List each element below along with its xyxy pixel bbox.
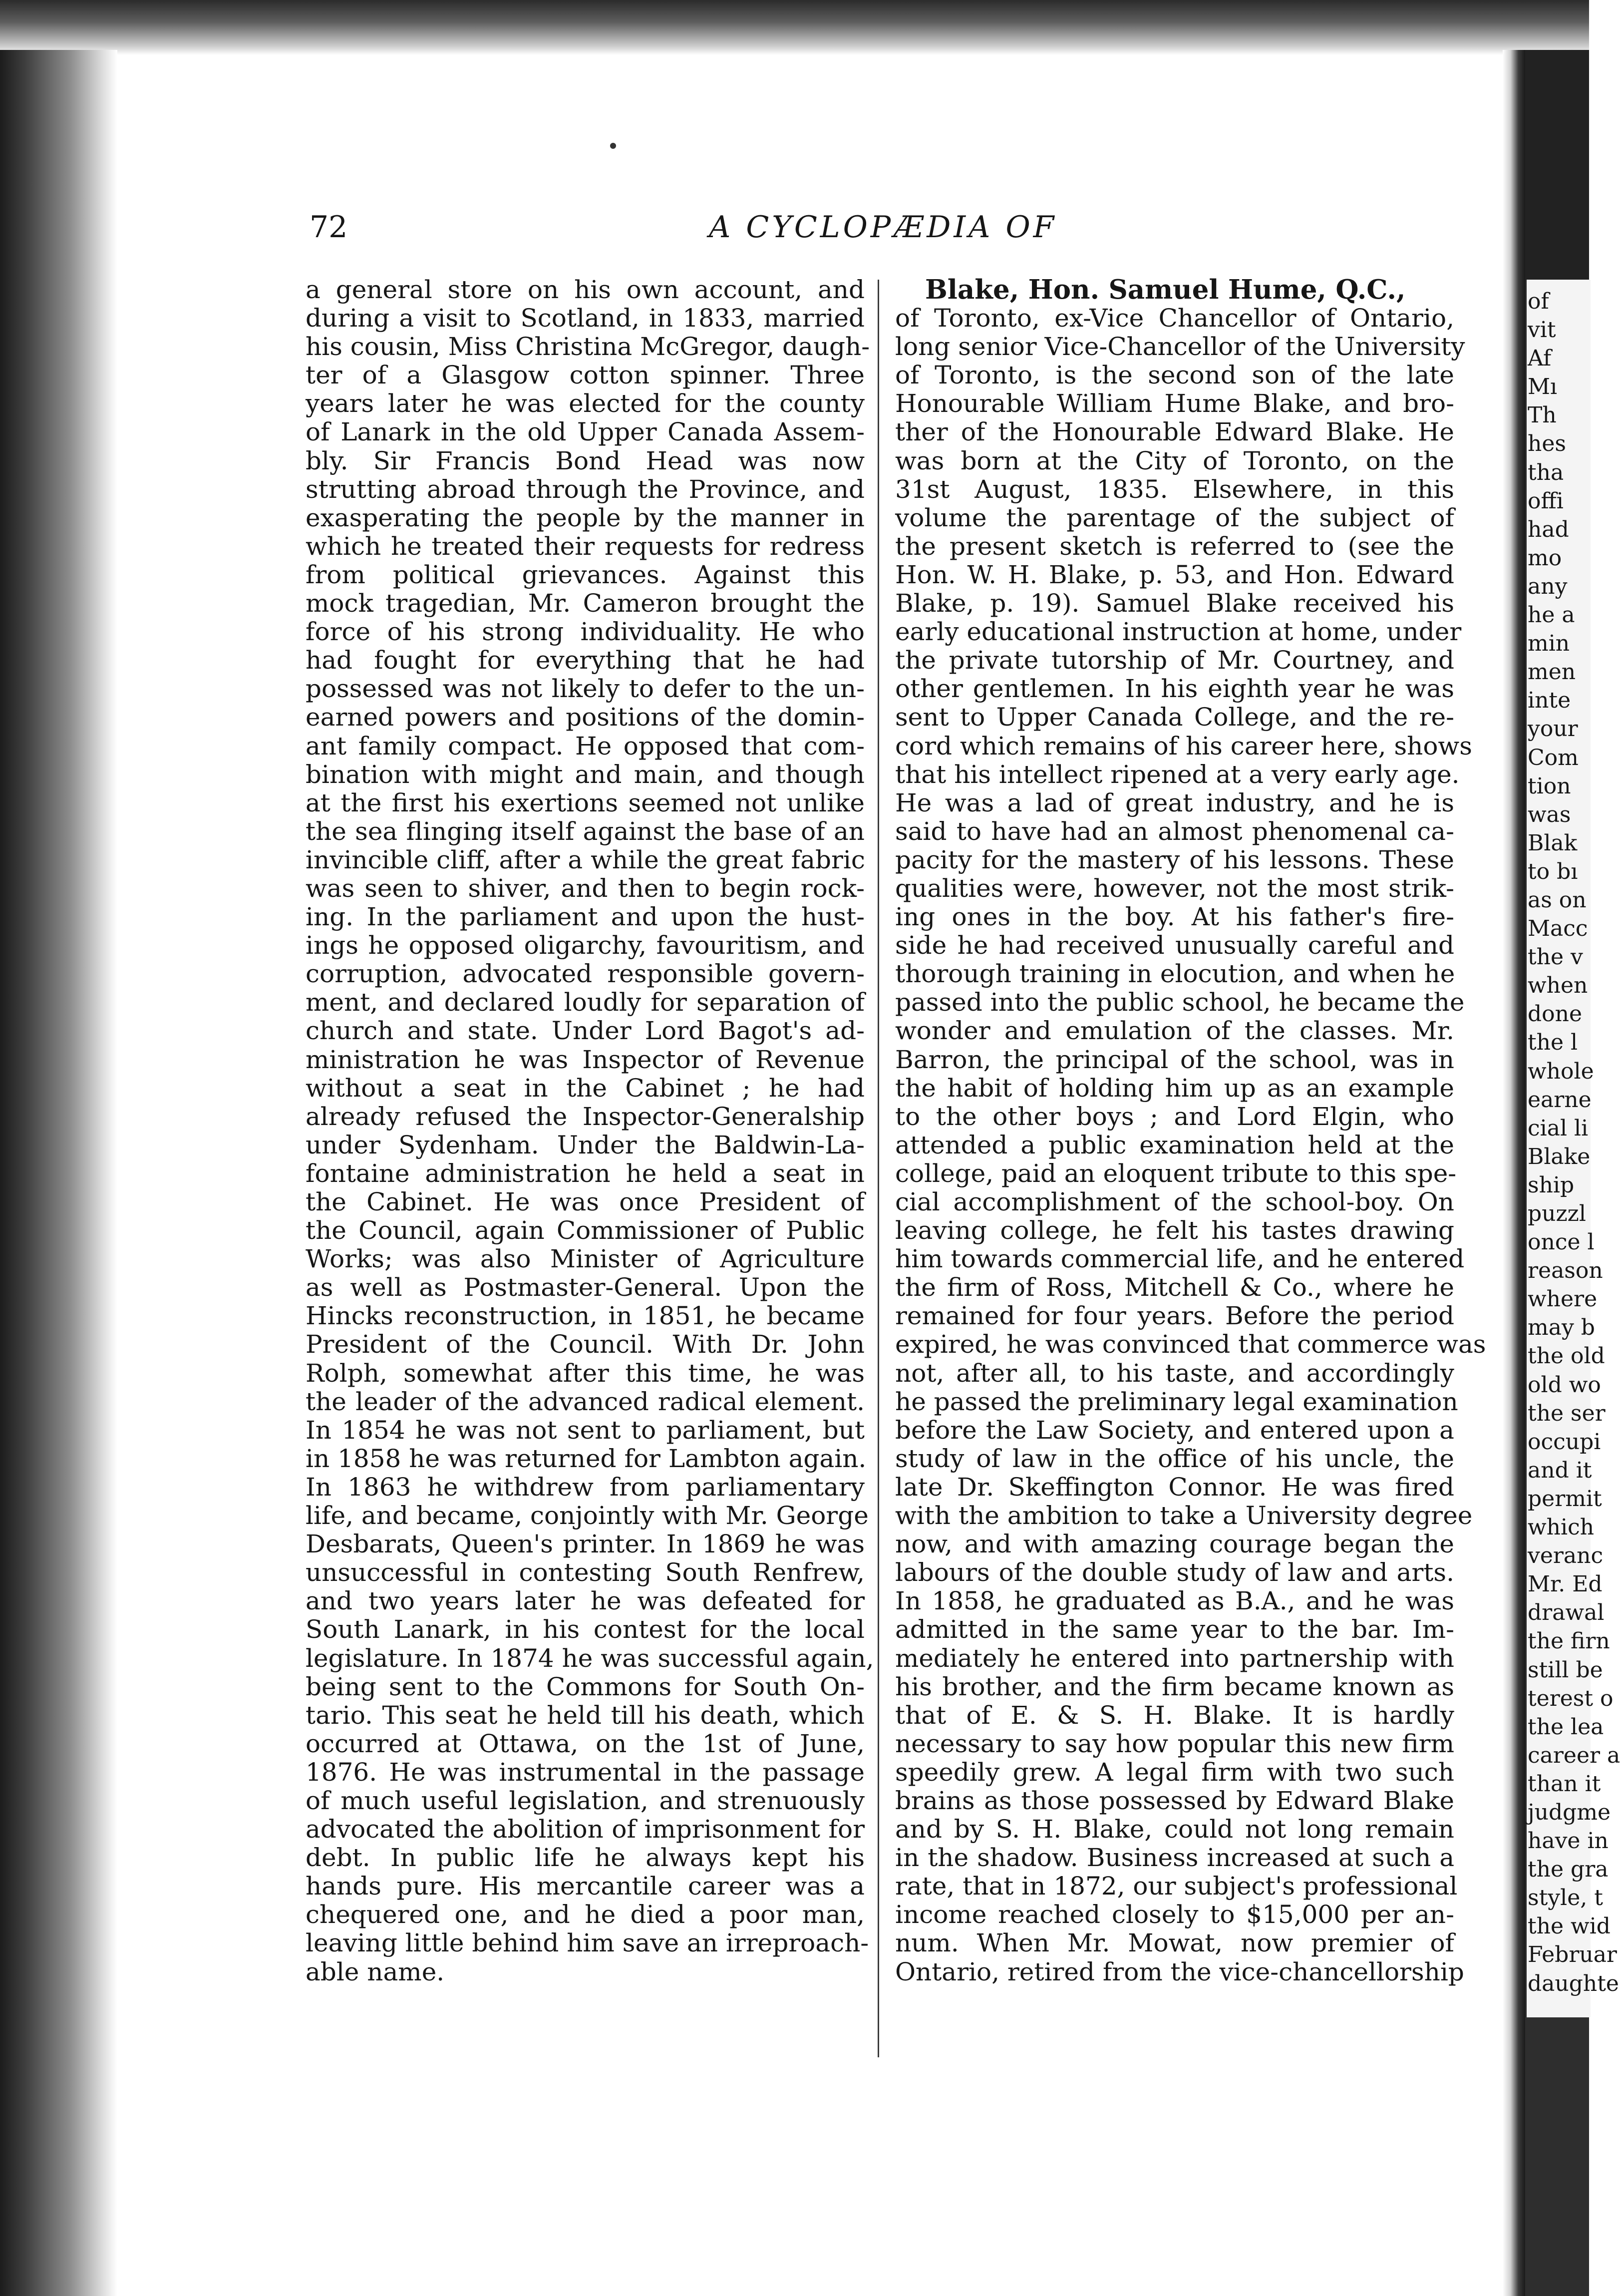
text-line: the Council, again Commissioner of Public <box>306 1216 865 1245</box>
text-line: Rolph, somewhat after this time, he was <box>306 1358 865 1388</box>
text-line: necessary to say how popular this new firm <box>895 1729 1454 1758</box>
fragment-line: hes <box>1528 431 1566 457</box>
fragment-line: the wid <box>1528 1913 1611 1939</box>
fragment-line: was <box>1528 801 1571 827</box>
text-line: the leader of the advanced radical element. <box>306 1387 865 1416</box>
text-line: of much useful legislation, and strenuously <box>306 1786 865 1815</box>
fragment-line: terest o <box>1528 1685 1614 1711</box>
left-column <box>306 275 874 1986</box>
text-line: that of E. & S. H. Blake. It is hardly <box>895 1700 1454 1730</box>
text-line: cord which remains of his career here, shows <box>895 731 1472 761</box>
fragment-line: Blak <box>1528 830 1578 856</box>
scan-left-edge <box>0 50 117 2296</box>
text-line: income reached closely to $15,000 per an- <box>895 1900 1454 1929</box>
text-line: of Lanark in the old Upper Canada Assem- <box>306 417 865 447</box>
text-line: under Sydenham. Under the Baldwin-La- <box>306 1130 865 1159</box>
fragment-line: ship <box>1528 1172 1575 1198</box>
text-line: the Cabinet. He was once President of <box>306 1187 865 1216</box>
fragment-line: to bı <box>1528 858 1578 884</box>
fragment-line: once l <box>1528 1229 1595 1255</box>
text-line: Ontario, retired from the vice-chancellorship <box>895 1957 1464 1986</box>
text-line: invincible cliff, after a while the great fabric <box>306 845 865 874</box>
fragment-line: min <box>1528 631 1570 657</box>
text-line: life, and became, conjointly with Mr. George <box>306 1501 869 1531</box>
text-line: ing. In the parliament and upon the hust- <box>306 902 865 932</box>
text-line: speedily grew. A legal firm with two such <box>895 1757 1454 1787</box>
text-line: the present sketch is referred to (see the <box>895 531 1454 561</box>
running-title: A CYCLOPÆDIA OF <box>709 210 1057 245</box>
fragment-line: where <box>1528 1286 1598 1312</box>
fragment-line: your <box>1528 716 1578 742</box>
fragment-line: offi <box>1528 488 1564 514</box>
column-divider <box>878 280 879 2057</box>
text-line: earned powers and positions of the domin- <box>306 703 865 732</box>
ink-speck <box>610 143 616 149</box>
text-line: of Toronto, is the second son of the late <box>895 361 1454 390</box>
text-line: leaving little behind him save an irreproach- <box>306 1928 869 1958</box>
text-line: which he treated their requests for redress <box>306 531 865 561</box>
text-line: Blake, p. 19). Samuel Blake received his <box>895 589 1454 618</box>
fragment-line: he a <box>1528 602 1575 628</box>
text-line: said to have had an almost phenomenal ca- <box>895 816 1454 846</box>
text-line: had fought for everything that he had <box>306 646 865 675</box>
text-line: occurred at Ottawa, on the 1st of June, <box>306 1729 865 1758</box>
fragment-line: mo <box>1528 545 1562 571</box>
text-line: unsuccessful in contesting South Renfrew, <box>306 1558 865 1587</box>
text-line: he passed the preliminary legal examination <box>895 1387 1458 1416</box>
scan-top-edge <box>0 0 1589 55</box>
text-line: passed into the public school, he became the <box>895 988 1465 1017</box>
text-line: ings he opposed oligarchy, favouritism, and <box>306 931 865 960</box>
fragment-line: occupi <box>1528 1429 1601 1455</box>
fragment-line: cial li <box>1528 1115 1589 1141</box>
text-line: during a visit to Scotland, in 1833, married <box>306 304 865 333</box>
text-line: expired, he was convinced that commerce was <box>895 1330 1486 1359</box>
text-line: study of law in the office of his uncle, the <box>895 1444 1454 1473</box>
text-line: hands pure. His mercantile career was a <box>306 1872 865 1901</box>
text-line: and by S. H. Blake, could not long remain <box>895 1815 1454 1844</box>
text-line: long senior Vice-Chancellor of the University <box>895 332 1465 362</box>
text-line: 31st August, 1835. Elsewhere, in this <box>895 474 1454 504</box>
text-line: and two years later he was defeated for <box>306 1586 865 1616</box>
text-line: at the first his exertions seemed not unlike <box>306 788 865 817</box>
adjacent-page-fragment <box>1528 287 1620 1998</box>
text-line: that his intellect ripened at a very early age. <box>895 760 1460 789</box>
text-line: not, after all, to his taste, and accordingly <box>895 1358 1454 1388</box>
text-line: able name. <box>306 1957 445 1986</box>
text-line: President of the Council. With Dr. John <box>306 1330 865 1359</box>
fragment-line: the ser <box>1528 1400 1606 1426</box>
text-line: remained for four years. Before the period <box>895 1301 1454 1331</box>
text-line: was seen to shiver, and then to begin rock- <box>306 873 865 903</box>
fragment-line: earne <box>1528 1087 1592 1113</box>
text-line: tario. This seat he held till his death, which <box>306 1700 865 1730</box>
text-line: sent to Upper Canada College, and the re- <box>895 703 1454 732</box>
fragment-line: any <box>1528 573 1568 599</box>
fragment-line: veranc <box>1528 1543 1604 1569</box>
text-line: Barron, the principal of the school, was in <box>895 1045 1454 1074</box>
text-line: strutting abroad through the Province, and <box>306 474 865 504</box>
text-line: a general store on his own account, and <box>306 275 865 304</box>
text-line: wonder and emulation of the classes. Mr. <box>895 1016 1454 1046</box>
fragment-line: whole <box>1528 1058 1594 1084</box>
text-line: debt. In public life he always kept his <box>306 1843 865 1873</box>
text-line: years later he was elected for the county <box>306 389 865 418</box>
fragment-line: reason <box>1528 1258 1603 1284</box>
text-line: late Dr. Skeffington Connor. He was fired <box>895 1472 1454 1502</box>
page-number: 72 <box>310 210 348 245</box>
text-line: college, paid an eloquent tribute to this spe- <box>895 1158 1457 1188</box>
fragment-line: and it <box>1528 1457 1592 1483</box>
text-line: legislature. In 1874 he was successful again, <box>306 1643 874 1673</box>
fragment-line: done <box>1528 1001 1583 1027</box>
fragment-line: Af <box>1528 346 1552 372</box>
text-line: He was a lad of great industry, and he is <box>895 788 1454 817</box>
fragment-line: daughte <box>1528 1970 1619 1996</box>
text-line: Desbarats, Queen's printer. In 1869 he was <box>306 1530 865 1559</box>
text-line: mock tragedian, Mr. Cameron brought the <box>306 589 865 618</box>
text-line: In 1858, he graduated as B.A., and he was <box>895 1586 1454 1616</box>
fragment-line: the old <box>1528 1343 1605 1369</box>
fragment-line: drawal <box>1528 1600 1605 1626</box>
text-line: In 1854 he was not sent to parliament, but <box>306 1415 865 1445</box>
text-line: the firm of Ross, Mitchell & Co., where he <box>895 1273 1454 1302</box>
text-line: ing ones in the boy. At his father's fire- <box>895 902 1454 932</box>
text-line: before the Law Society, and entered upon a <box>895 1415 1454 1445</box>
text-line: Works; was also Minister of Agriculture <box>306 1244 865 1274</box>
fragment-line: as on <box>1528 887 1587 913</box>
text-line: qualities were, however, not the most strik- <box>895 873 1454 903</box>
text-line: volume the parentage of the subject of <box>895 503 1454 532</box>
entry-heading: Blake, Hon. Samuel Hume, Q.C., <box>925 274 1406 305</box>
text-line: in the shadow. Business increased at such a <box>895 1843 1454 1873</box>
text-line: early educational instruction at home, under <box>895 617 1462 647</box>
fragment-line: inte <box>1528 688 1571 714</box>
text-line: exasperating the people by the manner in <box>306 503 865 532</box>
text-line: his cousin, Miss Christina McGregor, daugh- <box>306 332 870 362</box>
text-line: rate, that in 1872, our subject's professional <box>895 1872 1458 1901</box>
fragment-line: style, t <box>1528 1885 1603 1911</box>
fragment-line: the v <box>1528 944 1583 970</box>
fragment-line: the lea <box>1528 1714 1604 1740</box>
fragment-line: Blake <box>1528 1144 1591 1169</box>
text-line: the habit of holding him up as an example <box>895 1073 1454 1103</box>
fragment-line: which <box>1528 1515 1595 1540</box>
text-line: attended a public examination held at the <box>895 1130 1454 1159</box>
text-line: church and state. Under Lord Bagot's ad- <box>306 1016 865 1046</box>
text-line: ministration he was Inspector of Revenue <box>306 1045 865 1074</box>
text-line: cial accomplishment of the school-boy. On <box>895 1187 1454 1216</box>
text-line: possessed was not likely to defer to the un- <box>306 674 865 704</box>
text-line: corruption, advocated responsible govern- <box>306 959 865 989</box>
text-line: with the ambition to take a University degree <box>895 1501 1473 1531</box>
right-column <box>895 274 1486 1986</box>
text-line: his brother, and the firm became known as <box>895 1672 1454 1701</box>
text-line: bination with might and main, and though <box>306 760 865 789</box>
text-line: of Toronto, ex-Vice Chancellor of Ontario, <box>895 304 1454 333</box>
text-line: Hon. W. H. Blake, p. 53, and Hon. Edward <box>895 560 1454 589</box>
scan-right-edge-top <box>1525 50 1589 280</box>
fragment-line: the l <box>1528 1030 1578 1056</box>
text-line: the private tutorship of Mr. Courtney, and <box>895 646 1454 675</box>
fragment-line: men <box>1528 659 1576 685</box>
text-line: already refused the Inspector-Generalship <box>306 1102 865 1131</box>
fragment-line: of <box>1528 289 1549 314</box>
fragment-line: Th <box>1528 402 1557 428</box>
text-line: the sea flinging itself against the base of an <box>306 816 865 846</box>
text-line: thorough training in elocution, and when he <box>895 959 1455 989</box>
text-line: Honourable William Hume Blake, and bro- <box>895 389 1454 418</box>
text-line: ther of the Honourable Edward Blake. He <box>895 417 1454 447</box>
text-line: pacity for the mastery of his lessons. These <box>895 845 1454 874</box>
fragment-line: have in <box>1528 1828 1609 1854</box>
text-line: was born at the City of Toronto, on the <box>895 446 1454 475</box>
fragment-line: tha <box>1528 459 1564 485</box>
text-line: to the other boys ; and Lord Elgin, who <box>895 1102 1454 1131</box>
text-line: other gentlemen. In his eighth year he was <box>895 674 1454 704</box>
text-line: labours of the double study of law and arts. <box>895 1558 1454 1587</box>
text-line: brains as those possessed by Edward Blake <box>895 1786 1454 1815</box>
fragment-line: had <box>1528 516 1569 542</box>
fragment-line: judgme <box>1528 1799 1611 1825</box>
fragment-line: permit <box>1528 1486 1602 1512</box>
scan-right-edge-bottom <box>1525 2017 1589 2296</box>
text-line: ment, and declared loudly for separation of <box>306 988 865 1017</box>
fragment-line: Februar <box>1528 1942 1617 1968</box>
fragment-line: may b <box>1528 1315 1595 1341</box>
text-line: without a seat in the Cabinet ; he had <box>306 1073 865 1103</box>
fragment-line: Com <box>1528 745 1579 770</box>
text-line: force of his strong individuality. He who <box>306 617 865 647</box>
fragment-line: career a <box>1528 1742 1620 1768</box>
text-line: mediately he entered into partnership with <box>895 1643 1454 1673</box>
fragment-line: tion <box>1528 773 1571 799</box>
text-line: num. When Mr. Mowat, now premier of <box>895 1928 1454 1958</box>
fragment-line: the gra <box>1528 1857 1609 1883</box>
text-line: South Lanark, in his contest for the local <box>306 1615 865 1644</box>
text-line: 1876. He was instrumental in the passage <box>306 1757 865 1787</box>
text-line: admitted in the same year to the bar. Im- <box>895 1615 1454 1644</box>
fragment-line: than it <box>1528 1771 1601 1797</box>
fragment-line: puzzl <box>1528 1201 1586 1226</box>
text-line: from political grievances. Against this <box>306 560 865 589</box>
text-line: in 1858 he was returned for Lambton again. <box>306 1444 867 1473</box>
text-line: him towards commercial life, and he entered <box>895 1244 1465 1274</box>
text-line: fontaine administration he held a seat in <box>306 1158 865 1188</box>
text-line: bly. Sir Francis Bond Head was now <box>306 446 865 475</box>
text-line: as well as Postmaster-General. Upon the <box>306 1273 865 1302</box>
text-line: In 1863 he withdrew from parliamentary <box>306 1472 865 1502</box>
text-line: side he had received unusually careful and <box>895 931 1454 960</box>
fragment-line: Mr. Ed <box>1528 1571 1603 1597</box>
fragment-line: still be <box>1528 1657 1603 1683</box>
scan-book-gutter <box>1503 50 1525 2296</box>
text-line: Hincks reconstruction, in 1851, he became <box>306 1301 865 1331</box>
text-line: advocated the abolition of imprisonment for <box>306 1815 865 1844</box>
text-line: ter of a Glasgow cotton spinner. Three <box>306 361 865 390</box>
fragment-line: when <box>1528 973 1588 999</box>
text-line: ant family compact. He opposed that com- <box>306 731 865 761</box>
text-line: leaving college, he felt his tastes drawing <box>895 1216 1454 1245</box>
fragment-line: old wo <box>1528 1372 1601 1398</box>
fragment-line: Macc <box>1528 916 1588 942</box>
fragment-line: the firn <box>1528 1628 1610 1654</box>
text-line: chequered one, and he died a poor man, <box>306 1900 865 1929</box>
text-line: being sent to the Commons for South On- <box>306 1672 865 1701</box>
fragment-line: Mı <box>1528 374 1558 400</box>
text-line: now, and with amazing courage began the <box>895 1530 1454 1559</box>
fragment-line: vit <box>1528 317 1556 343</box>
